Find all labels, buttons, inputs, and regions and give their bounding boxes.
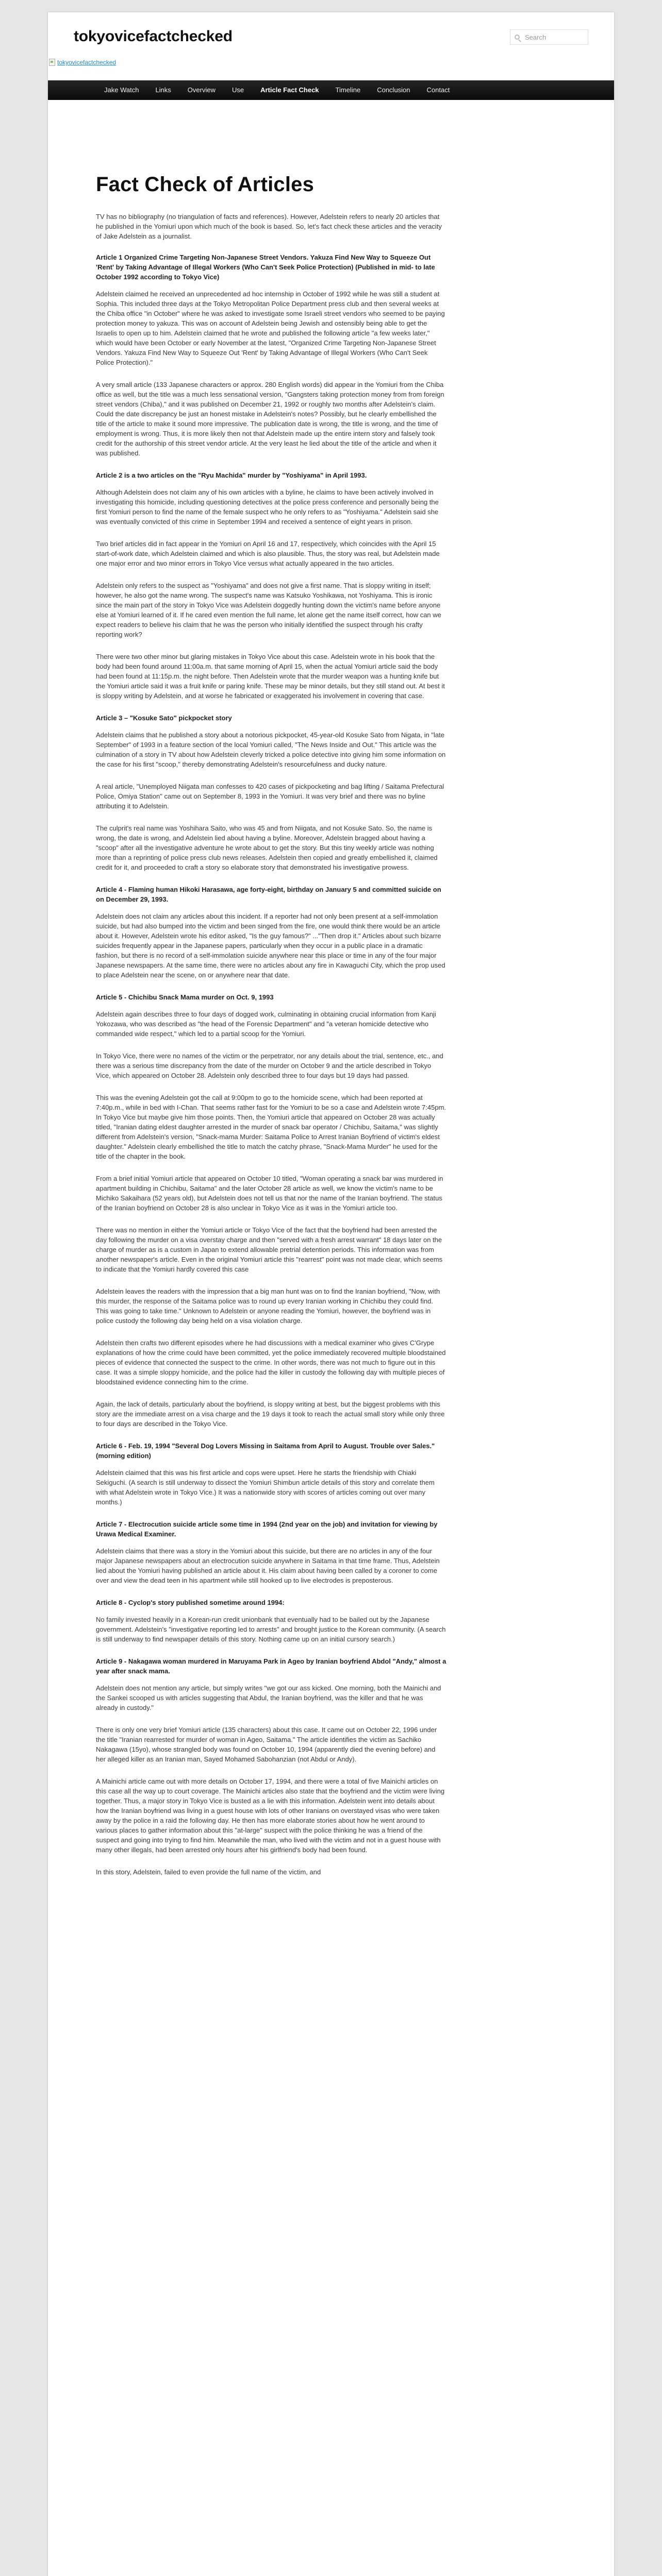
paragraph: Two brief articles did in fact appear in the Yomiuri on April 16 and 17, respectively, which coincides with the April 15 start-of-work date, which Adelstein claimed and which is also plausible. Thus, the story was real, but Adelstein made one major error and two minor errors in Tokyo Vice versus what actually appeared in the two articles.	[96, 540, 440, 567]
paragraph: TV has no bibliography (no triangulation of facts and references). However, Adelstein refers to nearly 20 articles that he published in the Yomiuri upon which much of the book is based. So, let's fact check these articles and the veracity of Jake Adelstein as a journalist.	[96, 213, 442, 240]
article-heading: Article 7 - Electrocution suicide article some time in 1994 (2nd year on the job) and invitation for viewing by Urawa Medical Examiner.	[96, 1520, 438, 1538]
nav-item-contact[interactable]: Contact	[426, 86, 450, 94]
article-heading: Article 8 - Cyclop's story published sometime around 1994:	[96, 1599, 285, 1606]
paragraph: Adelstein leaves the readers with the impression that a big man hunt was on to find the Iranian boyfriend, "Now, with this murder, the response of the Saitama police was to round up every Iranian working in Chichibu they could find. This was going to take time." Unknown to Adelstein or anyone reading the Yomiuri, however, the boyfriend was in police custody the following day being held on a visa violation charge.	[96, 1287, 440, 1325]
paragraph: There was no mention in either the Yomiuri article or Tokyo Vice of the fact that the boyfriend had been arrested the day following the murder on a visa overstay charge and then "served with a fresh arrest warrant" 18 days later on the charge of murder as is a custom in Japan to extend allowable pretrial detention periods. This information was from another newspaper's article. Even in the original Yomiuri article this "rearrest" point was not made clear, which seems to indicate that the Yomiuri hardly covered this case	[96, 1226, 443, 1273]
paragraph: Adelstein claimed that this was his first article and cops were upset. Here he starts the friendship with Chiaki Sekiguchi. (A search is still underway to dissect the Yomiuri Shimbun article details of this story and correlate them with what Adelstein wrote in Tokyo Vice.) It was a nationwide story with scores of articles coming out over many months.)	[96, 1469, 435, 1506]
paragraph: Adelstein does not mention any article, but simply writes "we got our ass kicked. One morning, both the Mainichi and the Sankei scooped us with articles suggesting that Abdul, the Iranian boyfriend, was the killer and that he was already in custody."	[96, 1684, 441, 1711]
paragraph: A real article, "Unemployed Niigata man confesses to 420 cases of pickpocketing and bag lifting / Saitama Prefectural Police, Omiya Station" came out on September 8, 1993 in the Yomiuri. It was very brief and there was no byline attributing it to Adelstein.	[96, 783, 444, 810]
paragraph: Although Adelstein does not claim any of his own articles with a byline, he claims to have been actively involved in investigating this homicide, including questioning detectives at the police press conference and personally being the first Yomiuri person to find the name of the female suspect who he only refers to as "Yoshiyama." Adelstein said she was eventually convicted of this crime in September 1994 and received a sentence of eight years in prison.	[96, 488, 439, 526]
nav-item-article-fact-check[interactable]: Article Fact Check	[260, 86, 319, 94]
paragraph: The culprit's real name was Yoshihara Saito, who was 45 and from Niigata, and not Kosuke Sato. So, the name is wrong, the date is wrong, and Adelstein lied about having a byline. Moreover, Adelstein bragged about having a "scoop" after all the investigative adventure he wrote about to get the story. But this tiny weekly article was nothing more than a reprinting of police press club news releases. Adelstein then copied and greatly embellished it, claimed credit for it, and proceeded to craft a story so elaborate story that demonstrated his investigative prowess.	[96, 824, 438, 871]
header-image-alt[interactable]: tokyovicefactchecked	[57, 59, 117, 66]
site-title[interactable]: tokyovicefactchecked	[74, 28, 233, 45]
paragraph: Adelstein then crafts two different episodes where he had discussions with a medical examiner who gives C'Grype explanations of how the crime could have been committed, yet the police immediately recovered multiple bloodstained pieces of evidence that connected the suspect to the crime. In other words, there was not much to figure out in this case. It was a simple sloppy homicide, and the police had the killer in custody the following day with multiple pieces of bloodstained evidence connecting him to the crime.	[96, 1339, 446, 1386]
nav-item-timeline[interactable]: Timeline	[335, 86, 361, 94]
broken-image-icon	[49, 59, 55, 66]
article-heading: Article 3 – "Kosuke Sato" pickpocket story	[96, 714, 232, 722]
paragraph: There is only one very brief Yomiuri article (135 characters) about this case. It came out on October 22, 1996 under the title "Iranian rearrested for murder of woman in Ageo, Saitama." The article identifies the victim as Sachiko Nakagawa (15yo), whose strangled body was found on October 10, 1994 (apparently died the evening before) and her alleged killer as an Iranian man, Sayed Mohamed Sabohanzian (not Abdul or Andy).	[96, 1726, 437, 1763]
paragraph: Adelstein claims that he published a story about a notorious pickpocket, 45-year-old Kosuke Sato from Nigata, in "late September" of 1993 in a feature section of the local Yomiuri called, "The News Inside and Out." This article was the culmination of a story in TV about how Adelstein cleverly tricked a police detective into giving him some information on the case for his first "scoop," thereby demonstrating Adelstein's resourcefulness and ducky nature.	[96, 731, 446, 768]
paragraph: No family invested heavily in a Korean-run credit unionbank that eventually had to be bailed out by the Japanese government. Adelstein's "investigative reporting led to arrests" and brought justice to the Korean community. (A search is still underway to find newspaper details of this story. Nothing came up on an initial cursory search.)	[96, 1616, 446, 1643]
paragraph: There were two other minor but glaring mistakes in Tokyo Vice about this case. Adelstein wrote in his book that the body had been found around 11:00a.m. that same morning of April 15, when the actual Yomiuri article said the body had been found at 11:15p.m. the night before. Then Adelstein wrote that the murder weapon was a hunting knife but the Yomiuri article said it was a fruit knife or paring knife. These may be minor details, but they still stand out. At best it is sloppy writing by Adelstein, and at worse he fabricated or exaggerated his involvement in covering that case.	[96, 653, 445, 700]
nav-item-jake-watch[interactable]: Jake Watch	[104, 86, 139, 94]
article-heading: Article 4 - Flaming human Hikoki Harasawa, age forty-eight, birthday on January 5 and committed suicide on on December 29, 1993.	[96, 886, 441, 903]
paragraph: Adelstein again describes three to four days of dogged work, culminating in obtaining crucial information from Kanji Yokozawa, who was described as "the head of the Forensic Department" and "a veteran homicide detective who commanded wide respect," which led to a partial scoop for the Yomiuri.	[96, 1010, 436, 1038]
paragraph: This was the evening Adelstein got the call at 9:00pm to go to the homicide scene, which had been reported at 7:40p.m., while in bed with I-Chan. That seems rather fast for the Yomiuri to be so a case and Adelstein wrote 7:45pm. In Tokyo Vice but maybe give him those points. Then, the Yomiuri article that appeared on October 28 was actually titled, "Iranian dating eldest daughter arrested in the murder of snack bar operator / Chichibu, Saitama," was slightly different from Adelstein's version, "Snack-mama Murder: Saitama Police to Arrest Iranian Boyfriend of victim's eldest daughter." Adelstein clearly embellished the title to match the catchy phrase, "Snack-Mama Murder" he used for the title of the chapter in the book.	[96, 1094, 446, 1160]
article-heading: Article 2 is a two articles on the "Ryu Machida" murder by "Yoshiyama" in April 1993.	[96, 471, 367, 479]
paragraph: In Tokyo Vice, there were no names of the victim or the perpetrator, nor any details about the trial, sentence, etc., and there was a serious time discrepancy from the date of the murder on October 9 and the article described in Tokyo Vice, which appeared on October 28. Adelstein only described three to four days but 19 days had passed.	[96, 1052, 443, 1079]
article-heading: Article 9 - Nakagawa woman murdered in Maruyama Park in Ageo by Iranian boyfriend Abdol "Andy," almost a year after snack mama.	[96, 1657, 446, 1675]
nav-item-overview[interactable]: Overview	[187, 86, 216, 94]
site-header	[48, 12, 614, 94]
article-heading: Article 5 - Chichibu Snack Mama murder on Oct. 9, 1993	[96, 993, 274, 1001]
paragraph: A Mainichi article came out with more details on October 17, 1994, and there were a total of five Mainichi articles on this case all the way up to court coverage. The Mainichi articles also state that the boyfriend and the victim were living together. Thus, a major story in Tokyo Vice is busted as a lie with this information. Adelstein went into details about how the Iranian boyfriend was living in a guest house with lots of other Iranians on overstayed visas who were taken away by the police in a raid the following day. He then has more elaborate stories about how he went around to various places to gather information about this "at-large" suspect with the police thinking he was a friend of the suspect and going into trying to find him. Meanwhile the man, who lived with the victim and not in a guest house with many other illegals, had been arrested only hours after his girlfriend's body had been found.	[96, 1777, 445, 1854]
main-content	[96, 132, 446, 1889]
header-image[interactable]	[48, 58, 614, 78]
nav-item-conclusion[interactable]: Conclusion	[377, 86, 410, 94]
paragraph: In this story, Adelstein, failed to even provide the full name of the victim, and	[96, 1868, 321, 1876]
paragraph: Adelstein does not claim any articles about this incident. If a reporter had not only been present at a self-immolation suicide, but had also bumped into the victim and been singed from the fire, one would think there would be an article about it. However, Adelstein wrote his editor asked, "Is the guy famous?" ..."Then drop it." Articles about such bizarre suicides frequently appear in the Japanese papers, particularly when they occur in a public place in a dramatic fashion, but there is no record of a self-immolation suicide anywhere near this place or time in any of the four major Japanese newspapers. At the same time, there were no articles about any fire in Kawaguchi City, which the prop used to place Adelstein near the scene, on or anywhere near that date.	[96, 912, 445, 979]
page-title: Fact Check of Articles	[96, 173, 315, 196]
search-icon	[515, 35, 520, 40]
paragraph: Adelstein only refers to the suspect as "Yoshiyama" and does not give a first name. That is sloppy writing in itself; however, he also got the name wrong. The suspect's name was Katsuko Yoshikawa, not Yoshiyama. This is ironic since the main part of the story in Tokyo Vice was Adelstein doggedly hunting down the victim's name before anyone else at Yomiuri learned of it. If he cared even mention the full name, let alone get the name itself correct, how can we expect readers to believe his claim that he was the person who initially identified the suspect through his crafty reporting work?	[96, 582, 441, 638]
article-heading: Article 1 Organized Crime Targeting Non-Japanese Street Vendors. Yakuza Find New Way to Squeeze Out 'Rent' by Taking Advantage of Illegal Workers (Who Can't Seek Police Protection) (Published in mid- to late October 1992 according to Tokyo Vice)	[96, 253, 435, 281]
search-input[interactable]	[524, 33, 583, 42]
paragraph: Again, the lack of details, particularly about the boyfriend, is sloppy writing at best, but the biggest problems with this story are the immediate arrest on a visa charge and the 19 days it took to reach the actual small story while only three to four days are described in the Tokyo Vice.	[96, 1400, 445, 1428]
page	[48, 12, 614, 2576]
paragraph: A very small article (133 Japanese characters or approx. 280 English words) did appear in the Yomiuri from the Chiba office as well, but the title was a much less sensational version, "Gangsters taking protection money from from foreign street vendors (Chiba)," and it was published on December 21, 1992 or roughly two months after Adelstein's claim. Could the date discrepancy be just an honest mistake in Adelstein's notes? Possibly, but he clearly embellished the title of the article to make it sound more impressive. The publication date is wrong, the title is wrong, and the time of employment is wrong. Thus, it is more likely then not that Adelstein made up the entire intern story and falsely took credit for the authorship of this street vendor article. At the very least he lied about the title of the article and when it was published.	[96, 381, 444, 457]
article-heading: Article 6 - Feb. 19, 1994 "Several Dog Lovers Missing in Saitama from April to August. Trouble over Sales." (morning edition)	[96, 1442, 435, 1460]
search-form[interactable]	[510, 29, 588, 45]
nav-item-use[interactable]: Use	[231, 86, 244, 94]
paragraph: Adelstein claims that there was a story in the Yomiuri about this suicide, but there are no articles in any of the four major Japanese newspapers about an electrocution suicide anywhere in Saitama in that time frame. Thus, Adelstein lied about the Yomiuri having published an article about it. His claim about having been called by a coroner to come over and view the dead teen in his apartment while still hooked up to live electrodes is preposterous.	[96, 1547, 440, 1584]
header-image-broken	[49, 59, 116, 66]
nav-item-links[interactable]: Links	[155, 86, 171, 94]
paragraph: From a brief initial Yomiuri article that appeared on October 10 titled, "Woman operating a snack bar was murdered in apartment building in Chichibu, Saitama" and the later October 28 article as well, we know the victim's name to be Michiko Sakaihara (52 years old), but Adelstein does not tell us that nor the name of the Iranian boyfriend. The status of the Iranian boyfriend on October 28 is also unclear in Tokyo Vice as it was in the Yomiuri article too.	[96, 1175, 443, 1212]
entry-content	[96, 212, 446, 1877]
paragraph: Adelstein claimed he received an unprecedented ad hoc internship in October of 1992 while he was still a student at Sophia. This included three days at the Tokyo Metropolitan Police Department press club and then several weeks at the Chiba office "in October" where he was asked to investigate some Israeli street vendors who seemed to be paying protection money to yakuza. This was on account of Adelstein being Jewish and ostensibly being able to get the Israelis to open up to him. Adelstein claimed that he wrote and published the following article "a few weeks later," which would have been October or early November at the latest, "Organized Crime Targeting Non-Japanese Street Vendors. Yakuza Find New Way to Squeeze Out 'Rent' by Taking Advantage of Illegal Workers (Who Can't Seek Police Protection)."	[96, 290, 445, 366]
main-navigation	[48, 80, 614, 100]
